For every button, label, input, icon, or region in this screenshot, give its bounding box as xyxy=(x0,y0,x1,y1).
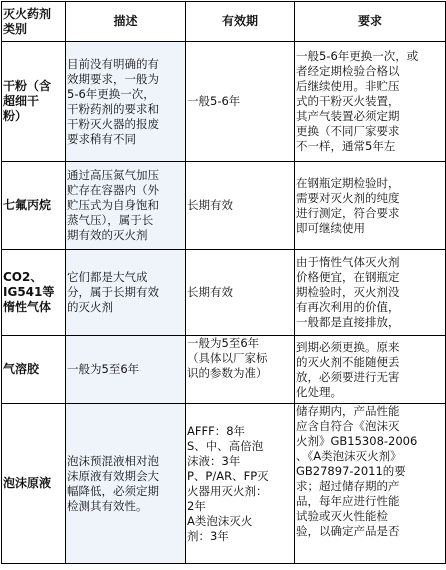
row-validity: 长期有效 xyxy=(186,250,295,336)
fire-agent-table xyxy=(1,1,446,564)
row-category: 七氟丙烷 xyxy=(2,162,66,250)
header-validity: 有效期 xyxy=(186,2,295,42)
row-description: 它们都是大气成 分，属于长期有效 的灭火剂 xyxy=(66,250,186,336)
row-description: 泡沫预混液相对泡 沫原液有效期会大 幅降低，必须定期 检测其有效性。 xyxy=(66,404,186,564)
row-validity: AFFF：8年 S、中、高倍泡 沫液：3年 P、P/AR、FP灭 火器用灭火剂： 2年 A类泡沫灭火 剂：3年 xyxy=(186,404,295,564)
header-category: 灭火药剂 类别 xyxy=(2,2,66,42)
row-description: 目前没有明确的有 效期要求，一般为 5-6年更换一次， 干粉药剂的要求和 干粉灭火器的报废 要求稍有不同 xyxy=(66,42,186,162)
row-requirement: 由于惰性气体灭火剂 价格便宜，在钢瓶定 期检验时，灭火剂没 有再次利用的价值， 一般都是直接排放， xyxy=(295,250,446,336)
header-requirement: 要求 xyxy=(295,2,446,42)
row-category: CO2、 IG541等 惰性气体 xyxy=(2,250,66,336)
table-row-inert-gas xyxy=(2,250,446,336)
row-category: 泡沫原液 xyxy=(2,404,66,564)
table-row-dry-powder xyxy=(2,42,446,162)
row-validity: 一般为5至6年 （具体以厂家标 识的参数为准） xyxy=(186,336,295,404)
row-requirement: 一般5-6年更换一次，或 者经定期检验合格以 后继续使用。非贮压 式的干粉灭火装置， 其产气装置必须定期 更换（不同厂家要求 不一样，通常5年左 xyxy=(295,42,446,162)
row-requirement: 在钢瓶定期检验时， 需要对灭火剂的纯度 进行测定，符合要求 即可继续使用 xyxy=(295,162,446,250)
row-category: 气溶胶 xyxy=(2,336,66,404)
row-category: 干粉（含 超细干 粉） xyxy=(2,42,66,162)
row-validity: 长期有效 xyxy=(186,162,295,250)
table-row-foam-concentrate xyxy=(2,404,446,564)
row-description: 一般为5至6年 xyxy=(66,336,186,404)
row-requirement: 储存期内，产品性能 应含自符合《泡沫灭 火剂》GB15308-2006 、《A类泡沫灭火剂》 GB27897-2011的要 求；超过储存期的产 品，每年应进行性能 试验或灭火性能检 验，以确定产品是否 xyxy=(295,404,446,564)
table-row-heptafluoropropane xyxy=(2,162,446,250)
table-row-aerosol xyxy=(2,336,446,404)
row-description: 通过高压氮气加压 贮存在容器内（外 贮压式为自身饱和 蒸气压），属于长 期有效的灭火剂 xyxy=(66,162,186,250)
header-description: 描述 xyxy=(66,2,186,42)
row-requirement: 到期必须更换。原来 的灭火剂不能随便丢 放，必须要进行无害 化处理。 xyxy=(295,336,446,404)
row-validity: 一般5-6年 xyxy=(186,42,295,162)
table-header-row xyxy=(2,2,446,42)
